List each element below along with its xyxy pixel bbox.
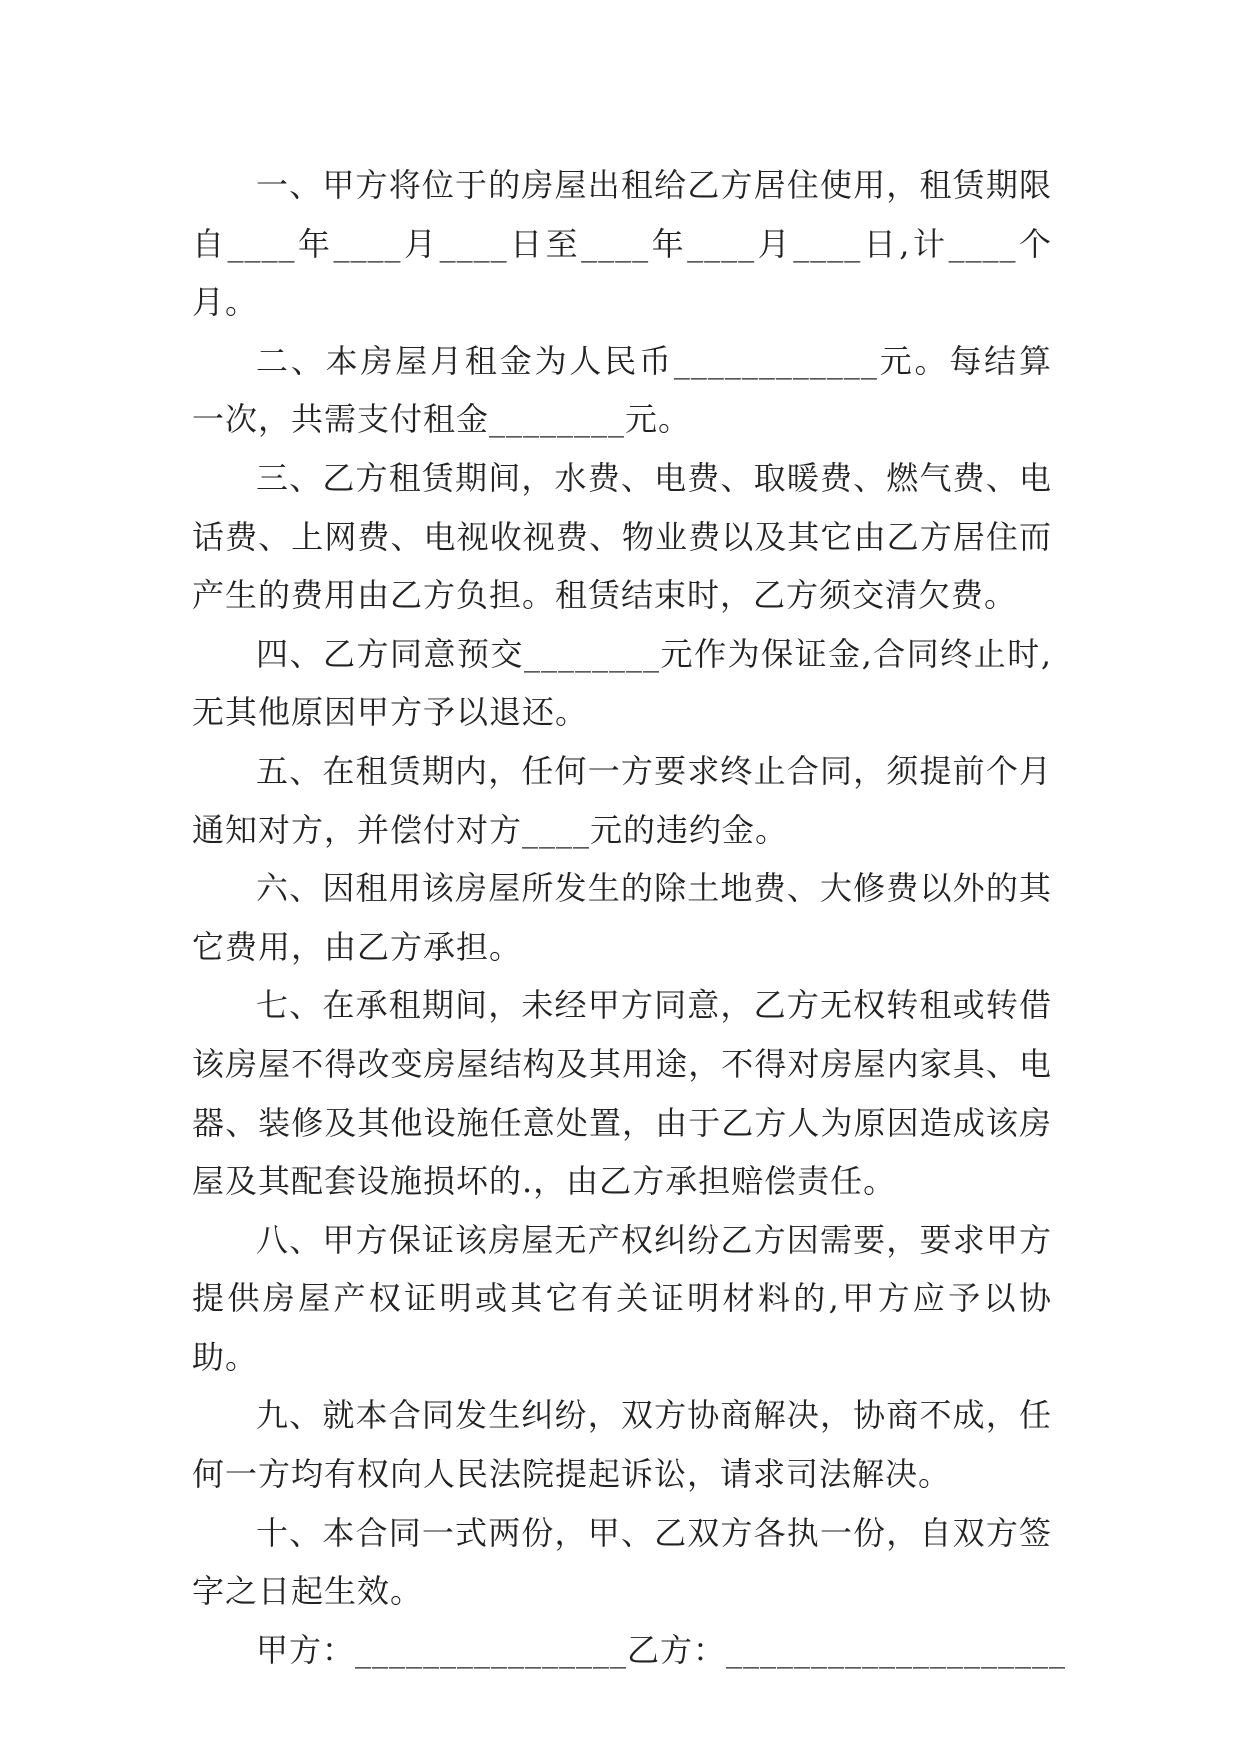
contract-body	[192, 156, 1067, 1679]
signature-line: 甲方：________________乙方：____________________	[256, 1630, 1067, 1669]
clause-4: 四、乙方同意预交________元作为保证金,合同终止时,无其他原因甲方予以退还。	[192, 634, 1052, 732]
clause-9: 九、就本合同发生纠纷，双方协商解决，协商不成，任何一方均有权向人民法院提起诉讼，请求司法解决。	[192, 1396, 1052, 1494]
clause-8: 八、甲方保证该房屋无产权纠纷乙方因需要，要求甲方提供房屋产权证明或其它有关证明材料的,甲方应予以协助。	[192, 1220, 1052, 1376]
clause-6: 六、因租用该房屋所发生的除土地费、大修费以外的其它费用，由乙方承担。	[192, 869, 1052, 966]
clause-7: 七、在承租期间，未经甲方同意，乙方无权转租或转借该房屋不得改变房屋结构及其用途，不得对房屋内家具、电器、装修及其他设施任意处置，由于乙方人为原因造成该房屋及其配套设施损坏的.，由乙方承担赔偿责任。	[192, 986, 1052, 1201]
clause-5: 五、在租赁期内，任何一方要求终止合同，须提前个月通知对方，并偿付对方____元的违约金。	[192, 751, 1052, 849]
clause-2: 二、本房屋月租金为人民币____________元。每结算一次，共需支付租金________元。	[192, 341, 1052, 439]
clause-3: 三、乙方租赁期间，水费、电费、取暖费、燃气费、电话费、上网费、电视收视费、物业费以及其它由乙方居住而产生的费用由乙方负担。租赁结束时，乙方须交清欠费。	[192, 458, 1052, 615]
clause-10: 十、本合同一式两份，甲、乙双方各执一份，自双方签字之日起生效。	[192, 1513, 1052, 1611]
clause-1: 一、甲方将位于的房屋出租给乙方居住使用，租赁期限自____年____月____日至____年____月____日,计____个月。	[192, 166, 1052, 322]
